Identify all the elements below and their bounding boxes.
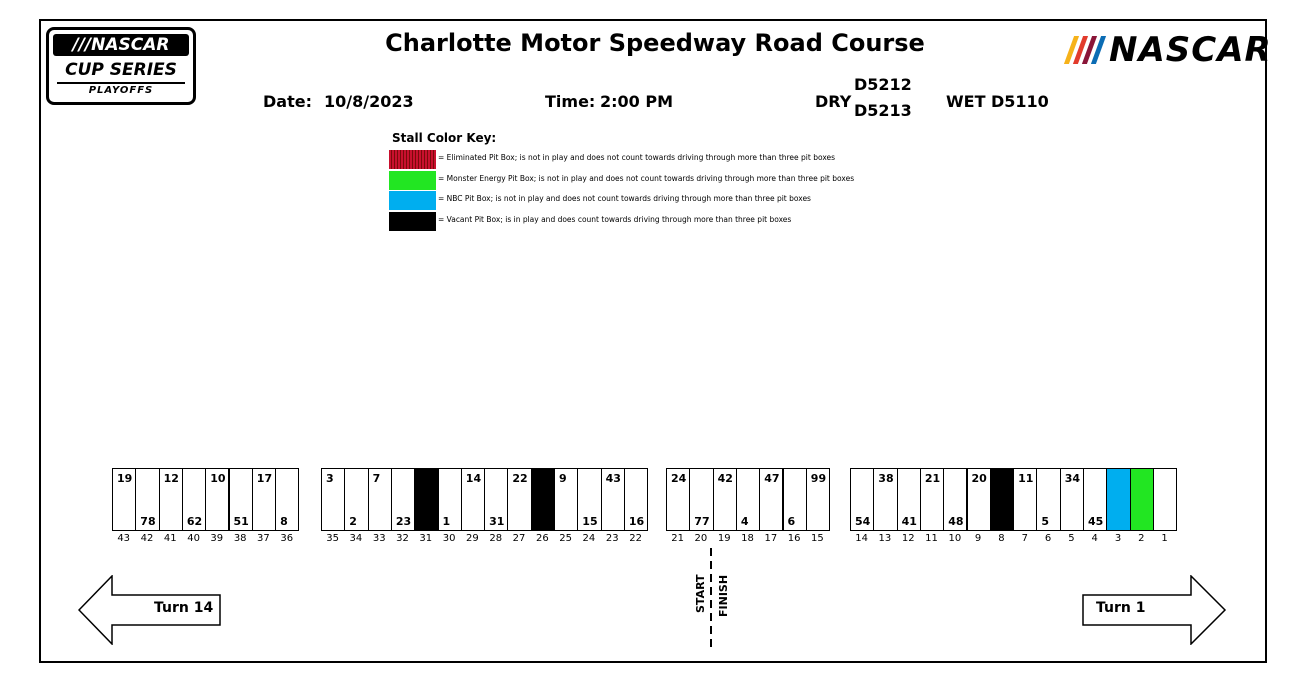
car-number: 34 [1064,472,1080,485]
stall-number: 24 [582,533,596,544]
stall-number: 1 [1161,533,1168,544]
pit-stall [205,468,229,531]
car-number: 99 [810,472,827,485]
start-label: START [694,574,707,613]
stall-number: 27 [512,533,526,544]
stall-number: 8 [998,533,1005,544]
date-value: 10/8/2023 [324,92,414,111]
pit-stall [689,468,713,531]
pit-stall [484,468,508,531]
date-label: Date: [263,92,312,111]
stall-number: 37 [257,533,270,544]
stall-number: 3 [1114,533,1122,544]
pit-stall [943,468,967,531]
pit-stall [713,468,737,531]
pit-stall [806,468,830,531]
pit-stall [554,468,578,531]
pit-stall [601,468,625,531]
car-number: 78 [140,515,156,528]
cup-logo-playoffs: PLAYOFFS [88,85,154,96]
stall-number: 12 [901,533,915,544]
pit-stall [1153,468,1177,531]
dry-tire-1: D5212 [854,75,912,94]
stall-number: 5 [1068,533,1075,544]
pit-stall [182,468,206,531]
stall-number: 34 [349,533,363,544]
car-number: 31 [489,515,505,528]
stall-number: 21 [671,533,684,544]
pit-stall [736,468,760,531]
pit-stall [275,468,299,531]
car-number: 1 [442,515,451,528]
car-number: 51 [233,515,249,528]
pit-stall [507,468,531,531]
car-number: 77 [694,515,710,528]
stall-number: 23 [605,533,619,544]
pit-stall [391,468,415,531]
pit-stall [1130,468,1154,531]
key-swatch [389,191,436,210]
stall-number: 38 [233,533,247,544]
stall-number: 36 [280,533,294,544]
pit-stall [1083,468,1107,531]
stall-number: 28 [489,533,503,544]
stall-number: 25 [559,533,572,544]
pit-stall [1060,468,1084,531]
stall-number: 40 [187,533,200,544]
car-number: 22 [512,472,528,485]
car-number: 9 [559,472,567,485]
cup-logo-nascar: ///NASCAR [53,34,189,56]
car-number: 4 [740,515,749,528]
car-number: 6 [787,515,796,528]
pit-stall [112,468,136,531]
stall-number: 9 [974,533,982,544]
car-number: 7 [372,472,381,485]
car-number: 16 [628,515,645,528]
pit-stall [783,468,807,531]
stall-number: 39 [210,533,224,544]
car-number: 10 [210,472,226,485]
stall-number: 19 [717,533,731,544]
key-swatch [389,171,436,190]
stall-number: 13 [878,533,892,544]
car-number: 2 [349,515,357,528]
start-finish-line [706,548,716,648]
key-text: = Vacant Pit Box; is in play and does count towards driving through more than three pit boxes [438,215,792,224]
car-number: 21 [924,472,941,485]
pit-stall [321,468,345,531]
car-number: 43 [605,472,621,485]
stall-number: 26 [536,533,549,544]
car-number: 47 [764,472,780,485]
stall-number: 10 [948,533,962,544]
page-title: Charlotte Motor Speedway Road Course [385,29,925,57]
car-number: 20 [971,472,987,485]
time-value: 2:00 PM [600,92,674,111]
car-number: 45 [1088,515,1104,528]
car-number: 19 [117,472,133,485]
stall-number: 7 [1021,533,1028,544]
stall-number: 43 [117,533,131,544]
car-number: 3 [326,472,334,485]
pit-stall [461,468,485,531]
stall-number: 18 [741,533,754,544]
car-number: 62 [186,515,203,528]
pit-stall [414,468,438,531]
stall-number: 6 [1044,533,1052,544]
pit-stall [850,468,874,531]
dry-label: DRY [815,92,852,111]
key-text: = NBC Pit Box; is not in play and does not count towards driving through more than three pit boxes [438,194,811,203]
car-number: 14 [465,472,482,485]
wet-label: WET [946,92,986,111]
stall-number: 33 [372,533,386,544]
car-number: 54 [855,515,871,528]
stall-number: 42 [140,533,154,544]
stall-number: 35 [326,533,339,544]
pit-stall [577,468,601,531]
pit-stall [624,468,648,531]
car-number: 38 [878,472,894,485]
time-label: Time: [545,92,596,111]
stall-number: 29 [466,533,479,544]
pit-stall [252,468,276,531]
wet-tire: D5110 [991,92,1049,111]
key-text: = Eliminated Pit Box; is not in play and does not count towards driving through more than three pit boxes [438,153,836,162]
stall-number: 17 [764,533,778,544]
pit-stall [666,468,690,531]
pit-stall [897,468,921,531]
pit-stall [229,468,253,531]
pit-stall [990,468,1014,531]
car-number: 5 [1041,515,1050,528]
pit-stall [920,468,944,531]
car-number: 12 [163,472,179,485]
turn-1-label: Turn 1 [1096,600,1146,616]
car-number: 48 [948,515,964,528]
stall-number: 4 [1091,533,1098,544]
pit-stall [967,468,991,531]
car-number: 8 [280,515,288,528]
pit-stall [1013,468,1037,531]
cup-logo-cup-series: CUP SERIES [49,60,193,80]
pit-stall [135,468,159,531]
pit-stall [873,468,897,531]
pit-stall [438,468,462,531]
pit-stall [1106,468,1130,531]
car-number: 17 [256,472,273,485]
cup-series-playoffs-logo [46,27,196,105]
stall-number: 2 [1138,533,1145,544]
pit-stall [159,468,183,531]
turn-14-label: Turn 14 [154,600,214,616]
car-number: 24 [671,472,687,485]
car-number: 41 [901,515,917,528]
car-number: 15 [582,515,598,528]
pit-stall [531,468,555,531]
car-number: 11 [1018,472,1034,485]
stall-number: 11 [925,533,938,544]
stall-number: 14 [855,533,868,544]
stall-number: 30 [442,533,456,544]
stall-number: 32 [396,533,409,544]
pit-stall [1036,468,1060,531]
pit-stall [368,468,392,531]
stall-number: 16 [787,533,801,544]
page-frame [39,19,1267,663]
key-text: = Monster Energy Pit Box; is not in play and does not count towards driving through more than three pit boxes [438,174,855,183]
key-title: Stall Color Key: [392,131,497,145]
stall-number: 22 [629,533,642,544]
pit-stall [759,468,783,531]
stall-number: 31 [419,533,433,544]
dry-tire-2: D5213 [854,101,912,120]
stall-number: 41 [163,533,177,544]
car-number: 42 [717,472,733,485]
key-swatch [389,212,436,231]
pit-stall [344,468,368,531]
stall-number: 15 [811,533,824,544]
car-number: 23 [395,515,412,528]
stall-number: 20 [694,533,708,544]
finish-label: FINISH [717,574,730,617]
nascar-logo [1035,30,1272,70]
key-swatch [389,150,436,169]
nascar-wordmark: NASCAR [1109,30,1272,70]
